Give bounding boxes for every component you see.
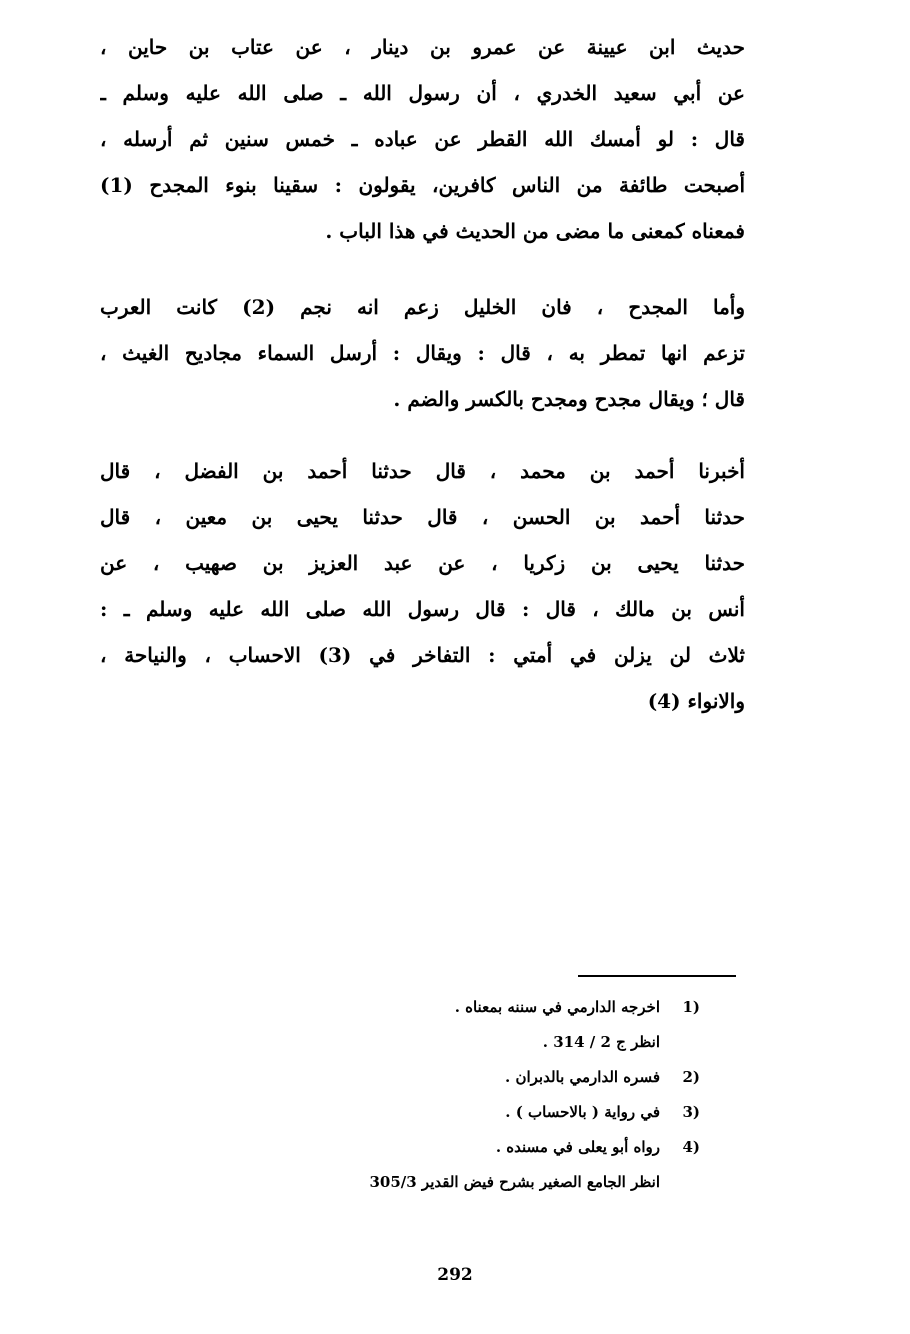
text-line: أخبرنا أحمد بن محمد ، قال حدثنا أحمد بن الفضل ، قال <box>100 459 745 483</box>
footnote-item <box>280 1060 700 1095</box>
text-line: عن أبي سعيد الخدري ، أن رسول الله ـ صلى الله عليه وسلم ـ <box>100 81 745 105</box>
footnotes <box>280 990 700 1200</box>
text-line: تزعم انها تمطر به ، قال : ويقال : أرسل السماء مجاديح الغيث ، <box>100 341 745 365</box>
text-line: أنس بن مالك ، قال : قال رسول الله صلى الله عليه وسلم ـ : <box>100 597 745 621</box>
text-line: والانواء (4) <box>647 689 745 713</box>
paragraph-hadith-rain <box>100 24 745 254</box>
footnote-text: فسره الدارمي بالدبران . <box>505 1068 660 1086</box>
footnote-item <box>280 1025 700 1060</box>
paragraph-mijdah <box>100 284 745 422</box>
text-line: وأما المجدح ، فان الخليل زعم انه نجم (2) كانت العرب <box>100 295 745 319</box>
text-line: حديث ابن عيينة عن عمرو بن دينار ، عن عتاب بن حاين ، <box>100 35 745 59</box>
footnote-number: 1) <box>682 998 700 1016</box>
paragraph-hadith-three <box>100 448 745 724</box>
text-line: حدثنا أحمد بن الحسن ، قال حدثنا يحيى بن معين ، قال <box>100 505 745 529</box>
footnote-number: 4) <box>682 1138 700 1156</box>
text-line: فمعناه كمعنى ما مضى من الحديث في هذا الباب . <box>325 219 745 243</box>
footnote-divider <box>578 975 736 977</box>
text-line: ثلاث لن يزلن في أمتي : التفاخر في (3) الاحساب ، والنياحة ، <box>100 643 745 667</box>
text-line: قال ؛ ويقال مجدح ومجدح بالكسر والضم . <box>393 387 745 411</box>
text-line: قال : لو أمسك الله القطر عن عباده ـ خمس سنين ثم أرسله ، <box>100 127 745 151</box>
footnote-text: انظر الجامع الصغير بشرح فيض القدير 305/3 <box>369 1173 660 1191</box>
footnote-text: رواه أبو يعلى في مسنده . <box>495 1138 660 1156</box>
footnote-item <box>280 1095 700 1130</box>
footnote-item <box>280 1130 700 1165</box>
footnote-number: 2) <box>682 1068 700 1086</box>
text-line: أصبحت طائفة من الناس كافرين، يقولون : سقينا بنوء المجدح (1) <box>100 173 745 197</box>
footnote-text: انظر ج 2 / 314 . <box>542 1033 660 1051</box>
footnote-text: في رواية ( بالاحساب ) . <box>505 1103 660 1121</box>
footnote-number: 3) <box>682 1103 700 1121</box>
page-number: 292 <box>437 1265 473 1285</box>
text-line: حدثنا يحيى بن زكريا ، عن عبد العزيز بن صهيب ، عن <box>100 551 745 575</box>
footnote-item <box>280 1165 700 1200</box>
footnote-item <box>280 990 700 1025</box>
footnote-text: اخرجه الدارمي في سننه بمعناه . <box>454 998 660 1016</box>
